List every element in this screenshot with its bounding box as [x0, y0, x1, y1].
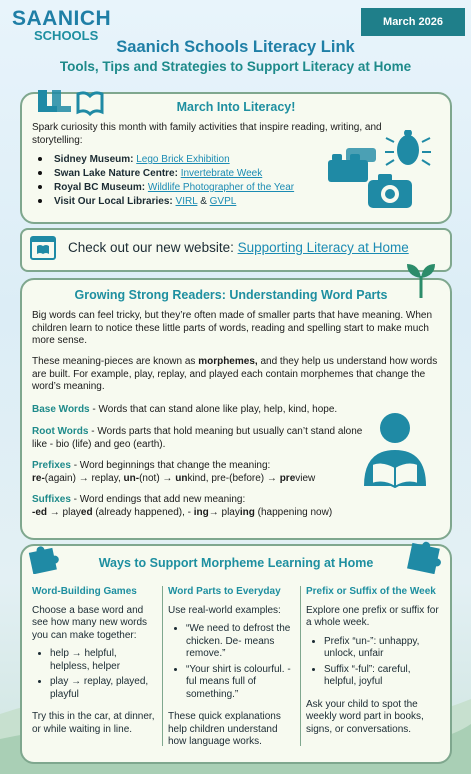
suffixes: Suffixes - Word endings that add new meaning: -ed → played (already happened), - ing→ playing (happening now): [32, 494, 333, 518]
activity-icons: [324, 130, 432, 210]
ways-heading: Ways to Support Morpheme Learning at Home: [98, 556, 374, 570]
camera-icon: [368, 174, 412, 208]
list-item: Sidney Museum: Lego Brick Exhibition: [38, 154, 230, 166]
list-item: • “We need to defrost the chicken. De- means remove.”: [186, 623, 294, 661]
word-parts-column: [168, 586, 294, 749]
growing-heading: Growing Strong Readers: Understanding Word Parts: [74, 288, 388, 302]
prefix-suffix-column: [306, 586, 444, 736]
list-item: • Suffix “-ful”: careful, helpful, joyful: [324, 664, 444, 689]
list-item: Visit Our Local Libraries: VIRL & GVPL: [38, 196, 236, 208]
root-words: Root Words - Words parts that hold meaning but usually can’t stand alone like - bio (life) and geo (earth).: [32, 426, 363, 450]
col2-title: Word Parts to Everyday: [168, 586, 281, 597]
website-line: [68, 240, 409, 255]
col1-outro: Try this in the car, at dinner, or while waiting in line.: [32, 711, 155, 735]
wildlife-photographer-link[interactable]: Wildlife Photographer of the Year: [147, 182, 295, 193]
reader-icon: [358, 408, 432, 488]
list-item: Royal BC Museum: Wildlife Photographer of the Year: [38, 182, 294, 194]
prefixes: Prefixes - Word beginnings that change the meaning: re-(again) → replay, un-(not) → unkind, pre-(before) → preview: [32, 460, 316, 484]
website-link[interactable]: Supporting Literacy at Home: [237, 240, 409, 255]
list-item: • “Your shirt is colourful. -ful means full of something.”: [186, 664, 294, 702]
col2-outro: These quick explanations help children understand how language works.: [168, 711, 281, 747]
virl-link[interactable]: VIRL: [175, 196, 198, 207]
march-heading: March Into Literacy!: [176, 100, 296, 114]
col3-intro: Explore one prefix or suffix for a whole week.: [306, 604, 439, 628]
col1-list: [32, 648, 158, 701]
logo: [12, 8, 111, 42]
list-item: • Prefix “un-”: unhappy, unlock, unfair: [324, 636, 444, 661]
page-subtitle: Tools, Tips and Strategies to Support Literacy at Home: [59, 59, 412, 74]
lego-exhibition-link[interactable]: Lego Brick Exhibition: [136, 154, 230, 165]
list-item: • play → replay, played, playful: [50, 676, 158, 701]
col3-title: Prefix or Suffix of the Week: [306, 586, 436, 597]
list-item: Swan Lake Nature Centre: Invertebrate Week: [38, 168, 262, 180]
date-banner: March 2026: [361, 8, 465, 36]
col1-intro: Choose a base word and see how many new words you can make together:: [32, 604, 148, 641]
ways-card: [20, 544, 452, 764]
col3-list: [306, 636, 444, 689]
gvpl-link[interactable]: GVPL: [209, 196, 237, 207]
page-title: Saanich Schools Literacy Link: [116, 38, 355, 56]
website-card: [20, 228, 452, 272]
website-icon: [30, 236, 56, 260]
col1-title: Word-Building Games: [32, 586, 137, 597]
column-divider: [162, 586, 163, 746]
col2-list: [168, 623, 294, 701]
list-item: • help → helpful, helpless, helper: [50, 648, 158, 673]
bug-icon: [385, 130, 431, 165]
column-divider: [300, 586, 301, 746]
growing-para2: These meaning-pieces are known as morphemes, and they help us understand how words are built. For example, play, replay, and played each contain morphemes that change the word’s meaning.: [32, 356, 438, 392]
base-words: Base Words - Words that can stand alone like play, help, kind, hope.: [32, 404, 338, 415]
march-card: [20, 92, 452, 224]
logo-line1: SAANICH: [12, 7, 112, 30]
col2-intro: Use real-world examples:: [168, 604, 281, 616]
word-building-column: [32, 586, 158, 736]
lego-brick-icon: [328, 148, 376, 182]
growing-para1: Big words can feel tricky, but they’re often made of smaller parts that have meaning. When children learn to notice these little parts of words, reading and spelling start to make much more sense.: [32, 310, 433, 346]
col3-outro: Ask your child to spot the weekly word part in books, signs, or conversations.: [306, 698, 424, 735]
logo-line2: SCHOOLS: [34, 28, 99, 43]
growing-card: [20, 278, 452, 540]
invertebrate-week-link[interactable]: Invertebrate Week: [180, 168, 263, 179]
sprout-icon: [406, 262, 436, 300]
march-intro: Spark curiosity this month with family activities that inspire reading, writing, and storytelling:: [32, 122, 382, 146]
website-text: Check out our new website:: [68, 240, 234, 255]
